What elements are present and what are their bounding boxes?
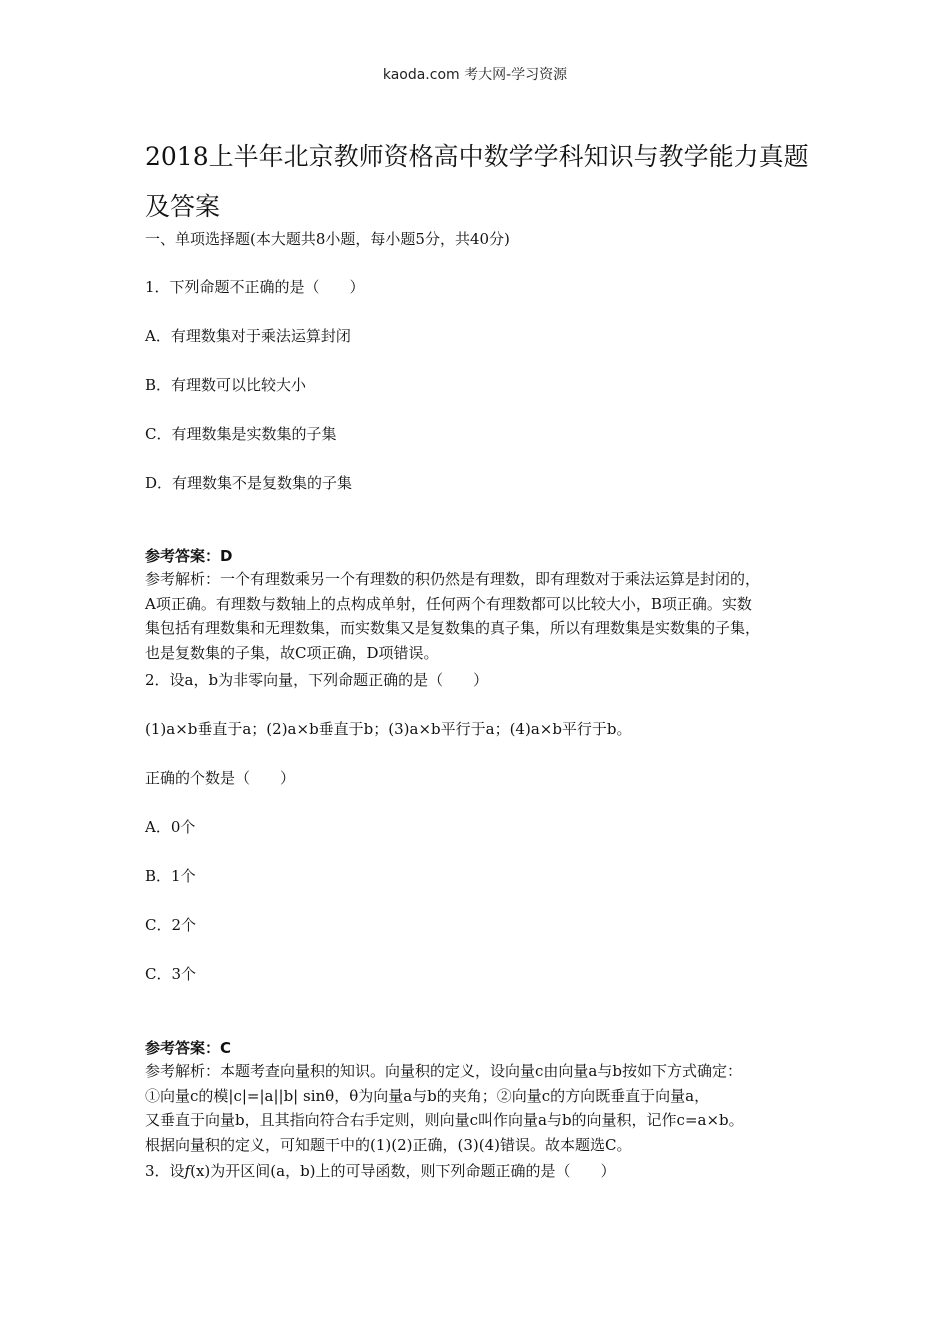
q2-option-a: A．0个: [145, 818, 196, 836]
q1-option-c: C．有理数集是实数集的子集: [145, 425, 337, 443]
q2-answer: 参考答案：C: [145, 1039, 232, 1057]
section-heading: 一、单项选择题(本大题共8小题，每小题5分，共40分): [145, 230, 510, 248]
q1-stem: 1．下列命题不正确的是（ ）: [145, 278, 365, 296]
q2-analysis-line: 参考解析：本题考查向量积的知识。向量积的定义，设向量c由向量a与b按如下方式确定：: [145, 1062, 742, 1080]
q3-number: 3．设: [145, 1162, 185, 1180]
q3-stem: [145, 1160, 616, 1181]
q3-stem-text: (x)为开区间(a，b)上的可导函数，则下列命题正确的是（ ）: [190, 1162, 616, 1180]
q2-sub-question: 正确的个数是（ ）: [145, 769, 296, 787]
q2-stem: 2．设a，b为非零向量，下列命题正确的是（ ）: [145, 671, 489, 689]
q1-analysis-line: 集包括有理数集和无理数集，而实数集又是复数集的真子集，所以有理数集是实数集的子集，: [145, 619, 761, 637]
q1-answer: 参考答案：D: [145, 547, 233, 565]
q1-option-a: A．有理数集对于乘法运算封闭: [145, 327, 351, 345]
q2-option-b: B．1个: [145, 867, 196, 885]
q1-option-d: D．有理数集不是复数集的子集: [145, 474, 353, 492]
q3-function-symbol: f: [184, 1162, 191, 1180]
q1-analysis-line: 也是复数集的子集，故C项正确，D项错误。: [145, 643, 439, 662]
q1-analysis: [145, 567, 805, 665]
q1-option-b: B．有理数可以比较大小: [145, 376, 307, 394]
document-title: 2018上半年北京教师资格高中数学学科知识与教学能力真题及答案: [145, 142, 809, 221]
q1-analysis-line: 参考解析：一个有理数乘另一个有理数的积仍然是有理数，即有理数对于乘法运算是封闭的，: [145, 570, 761, 588]
q2-option-c: C．2个: [145, 916, 197, 934]
q2-statements: (1)a×b垂直于a；(2)a×b垂直于b；(3)a×b平行于a；(4)a×b平行于b。: [145, 720, 632, 738]
q2-analysis-line: ①向量c的模|c|=|a||b| sinθ，θ为向量a与b的夹角；②向量c的方向既垂直于向量a，: [145, 1086, 710, 1105]
page-header: kaoda.com 考大网-学习资源: [382, 67, 568, 83]
q2-option-d: C．3个: [145, 965, 197, 983]
q2-analysis: [145, 1059, 805, 1157]
q1-analysis-line: A项正确。有理数与数轴上的点构成单射，任何两个有理数都可以比较大小，B项正确。实数: [145, 594, 752, 613]
q2-analysis-line: 又垂直于向量b，且其指向符合右手定则，则向量c叫作向量a与b的向量积，记作c=a×b。: [145, 1111, 744, 1129]
q2-analysis-line: 根据向量积的定义，可知题干中的(1)(2)正确，(3)(4)错误。故本题选C。: [145, 1135, 632, 1154]
